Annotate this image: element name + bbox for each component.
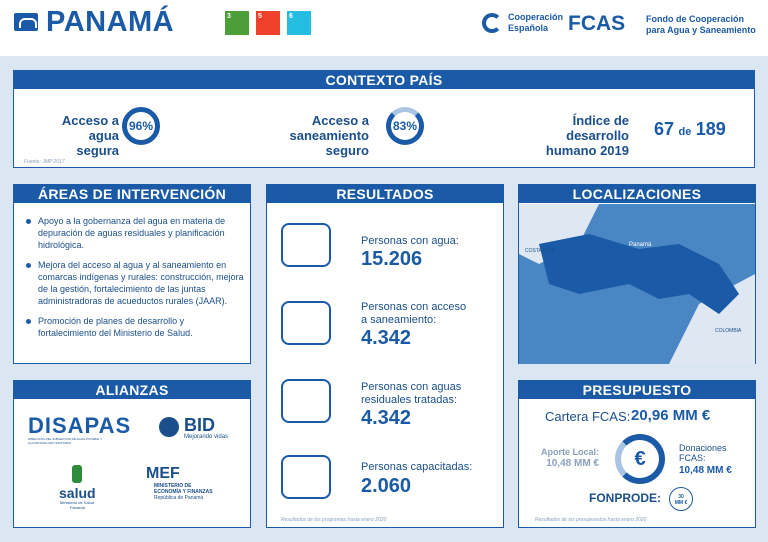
- san-label-l2: saneamiento: [289, 128, 369, 143]
- idh-total: 189: [695, 119, 726, 139]
- presupuesto-panel: [518, 380, 756, 528]
- pipe-icon: [281, 301, 331, 345]
- cooperacion-espanola: [508, 12, 563, 34]
- sdg-3-icon: [225, 11, 249, 35]
- aporte-value: 10,48 MM €: [546, 458, 599, 469]
- resultados-source: Resultados de los programas hasta enero 2020: [281, 517, 387, 523]
- san-label-l1: Acceso a: [311, 113, 369, 128]
- mef-sub1: MINISTERIO DE: [154, 483, 192, 489]
- idh-de: de: [678, 126, 692, 138]
- fonprode-badge: [669, 487, 693, 511]
- sdg-number: 3: [227, 13, 231, 20]
- bid-sub: Mejorando vidas: [184, 434, 229, 440]
- water-drop-icon: [281, 379, 331, 423]
- panama-map-icon: [14, 13, 38, 31]
- list-item: Mejora del acceso al agua y al saneamiento en comarcas indígenas y rurales: construcción, mejora de la gestión, fortalecimiento de las juntas administradoras de acueductos rurales (JAAR).: [24, 259, 244, 307]
- colombia-label: COLOMBIA: [715, 328, 742, 334]
- r3-label-l2: residuales tratadas:: [361, 394, 457, 406]
- r1-label: Personas con agua:: [361, 235, 459, 247]
- r4-label: Personas capacitadas:: [361, 461, 473, 473]
- presupuesto-source: Resultados de los presupuestos hasta enero 2020: [535, 517, 647, 523]
- cartera-label: Cartera FCAS:: [545, 409, 631, 424]
- san-label-l3: seguro: [325, 143, 369, 158]
- r2-label-l2: a saneamiento:: [361, 314, 437, 326]
- sdg-number: 5: [258, 13, 262, 20]
- salud-logo: salud: [59, 485, 96, 501]
- disapas-logo: DISAPAS: [28, 413, 132, 438]
- list-item: Apoyo a la gobernanza del agua en materia de depuración de aguas residuales y planificación hidrológica.: [24, 215, 244, 251]
- r3-value: 4.342: [361, 407, 412, 429]
- bid-logo: BID: [184, 415, 215, 435]
- donaciones-l2: FCAS:: [679, 453, 706, 463]
- euro-icon: €: [615, 434, 665, 484]
- idh-label: [534, 113, 629, 158]
- localizaciones-panel: [518, 184, 756, 364]
- saneamiento-ring: 83%: [386, 107, 424, 145]
- areas-panel: [13, 184, 251, 364]
- presupuesto-title: PRESUPUESTO: [519, 381, 755, 399]
- panama-map: [519, 204, 755, 364]
- bid-logo-icon: [159, 417, 179, 437]
- contexto-title: CONTEXTO PAÍS: [14, 71, 754, 89]
- aporte-label: Aporte Local:: [540, 447, 599, 457]
- fonprode-v2: MM €: [674, 500, 688, 506]
- salud-sub2: Panamá: [70, 505, 85, 510]
- coop-line2: Española: [508, 23, 549, 33]
- contexto-source: Fuente: JMP 2017: [24, 159, 65, 165]
- areas-list: [24, 215, 244, 347]
- resultados-title: RESULTADOS: [267, 185, 503, 203]
- costa-rica-label: COSTA RICA: [525, 248, 555, 254]
- r3-label: [361, 381, 461, 407]
- cooperacion-logo-icon: [482, 13, 502, 33]
- donaciones-label: [679, 443, 727, 463]
- r1-value: 15.206: [361, 248, 423, 270]
- tap-icon: [281, 223, 331, 267]
- idh-label-l2: desarrollo: [566, 128, 629, 143]
- resultados-panel: [266, 184, 504, 528]
- fcas-logo: FCAS: [568, 12, 626, 35]
- agua-label-l1: Acceso a: [61, 113, 119, 128]
- alianzas-title: ALIANZAS: [14, 381, 250, 399]
- agua-label: [39, 113, 119, 158]
- idh-value: [654, 119, 726, 140]
- r2-label-l1: Personas con acceso: [361, 301, 467, 313]
- donaciones-l1: Donaciones: [679, 443, 727, 453]
- agua-label-l3: segura: [76, 143, 119, 158]
- panama-label: Panamá: [629, 242, 652, 248]
- sdg-5-icon: [256, 11, 280, 35]
- donaciones-value: 10,48 MM €: [679, 465, 732, 476]
- mef-sub2: ECONOMÍA Y FINANZAS: [154, 489, 213, 495]
- fcas-sub1: Fondo de Cooperación: [646, 14, 744, 24]
- fcas-sub2: para Agua y Saneamiento: [646, 25, 756, 35]
- r2-value: 4.342: [361, 327, 412, 349]
- mef-logo: MEF: [146, 465, 180, 482]
- sdg-6-icon: [287, 11, 311, 35]
- areas-title: ÁREAS DE INTERVENCIÓN: [14, 185, 250, 203]
- localizaciones-title: LOCALIZACIONES: [519, 185, 755, 203]
- r4-value: 2.060: [361, 475, 412, 497]
- r3-label-l1: Personas con aguas: [361, 381, 462, 393]
- agua-ring: 96%: [122, 107, 160, 145]
- agua-label-l2: agua: [88, 128, 119, 143]
- idh-rank: 67: [654, 119, 675, 139]
- header: [0, 0, 768, 50]
- contexto-panel: [13, 70, 755, 168]
- people-award-icon: [281, 455, 331, 499]
- idh-label-l3: humano 2019: [545, 143, 629, 158]
- saneamiento-label: [279, 113, 369, 158]
- disapas-sub: DIRECCIÓN DEL SUBSECTOR DE AGUA POTABLE Y ALCANTARILLADO SANITARIO: [28, 437, 103, 445]
- idh-label-l1: Índice de: [572, 113, 629, 128]
- mef-sub: [154, 483, 213, 501]
- list-item: Promoción de planes de desarrollo y fortalecimiento del Ministerio de Salud.: [24, 315, 244, 339]
- r2-label: [361, 301, 466, 327]
- fonprode-label: FONPRODE:: [589, 491, 661, 505]
- fcas-subtitle: [646, 14, 756, 36]
- salud-sub1: Ministerio de Salud: [60, 500, 95, 505]
- fonprode-v1: 30: [678, 494, 684, 500]
- alianzas-panel: [13, 380, 251, 528]
- coop-line1: Cooperación: [508, 12, 564, 22]
- country-title: PANAMÁ: [46, 6, 175, 38]
- salud-icon: [72, 465, 82, 483]
- sdg-number: 6: [289, 13, 293, 20]
- cartera-value: 20,96 MM €: [631, 407, 711, 424]
- mef-sub3: República de Panamá: [154, 495, 204, 501]
